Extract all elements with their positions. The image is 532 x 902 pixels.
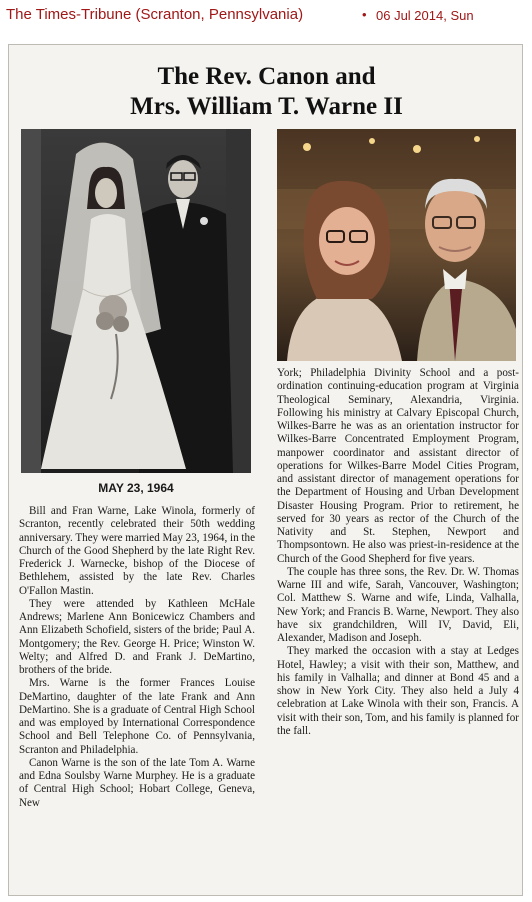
wedding-photo-image	[21, 129, 251, 473]
header-separator: •	[362, 7, 367, 22]
headline-line-2: Mrs. William T. Warne II	[130, 93, 403, 120]
column1-paragraph-1: Bill and Fran Warne, Lake Winola, formerly of Scranton, recently celebrated their 50th wedding anniversary. They were married May 23, 1964, in the Church of the Good Shepherd by the late Right Rev. Frederick J. Warnecke, bishop of the Diocese of Bethlehem, assisted by the late Rev. Charles O'Fallon Mastin.	[19, 505, 255, 597]
anniversary-photo-image	[277, 129, 516, 361]
wedding-photo-caption: MAY 23, 1964	[98, 481, 174, 495]
wedding-photo	[21, 129, 251, 473]
article-column-1	[19, 505, 255, 810]
headline-line-1: The Rev. Canon and	[157, 63, 376, 90]
anniversary-photo	[277, 129, 516, 361]
column1-paragraph-2: They were attended by Kathleen McHale Andrews; Marlene Ann Bonicewicz Chambers and Ann Elizabeth Schofield, sisters of the bride; Paul A. Montgomery; the Rev. George H. Price; Winston W. Welty; and Alfred D. and Frank J. DeMartino, brothers of the bride.	[19, 597, 255, 676]
article-column-2	[277, 367, 519, 738]
publication-date: 06 Jul 2014, Sun	[376, 8, 474, 23]
column2-paragraph-1: York; Philadelphia Divinity School and a post-ordination continuing-education program at Virginia Theological Seminary, Alexandria, Virginia. Following his ministry at Calvary Episcopal Church, Wilkes-Barre he was as an orientation instructor for Wilkes-Barre Concentrated Employment Program, manpower coordinator and assistant director of operations for Wilkes-Barre Model Cities Program, and assistant director of management operations for the Department of Housing and Urban Development Disaster Housing Program. Prior to retirement, he served for 30 years as rector of the Church of the Nativity and St. Stephen, Newport and Thompsontown. He also was priest-in-residence at the Church of the Good Shepherd for five years.	[277, 367, 519, 565]
publication-header	[0, 0, 532, 28]
column2-paragraph-3: They marked the occasion with a stay at Ledges Hotel, Hawley; a visit with their son, Matthew, and his family in Valhalla; and dinner at Bond 45 and a show in New York City. They also held a July 4 celebration at Lake Winola with their son, Francis. A visit with their son, Tom, and his family is planned for the fall.	[277, 645, 519, 737]
column1-paragraph-4: Canon Warne is the son of the late Tom A. Warne and Edna Soulsby Warne Murphey. He is a graduate of Central High School; Hobart College, Geneva, New	[19, 756, 255, 809]
column2-paragraph-2: The couple has three sons, the Rev. Dr. W. Thomas Warne III and wife, Sarah, Vancouver, Washington; Col. Matthew S. Warne and wife, Linda, Valhalla, New York; and Francis B. Warne, Newport. They also have six grandchildren, Will IV, David, Eli, Alexander, Madison and Joseph.	[277, 565, 519, 644]
column1-paragraph-3: Mrs. Warne is the former Frances Louise DeMartino, daughter of the late Frank and Ann DeMartino. She is a graduate of Central High School and was employed by International Correspondence School and Bell Telephone Co. of Pennsylvania, Scranton and Philadelphia.	[19, 677, 255, 756]
publication-title: The Times-Tribune (Scranton, Pennsylvania)	[6, 6, 304, 23]
article-clipping	[8, 44, 523, 896]
